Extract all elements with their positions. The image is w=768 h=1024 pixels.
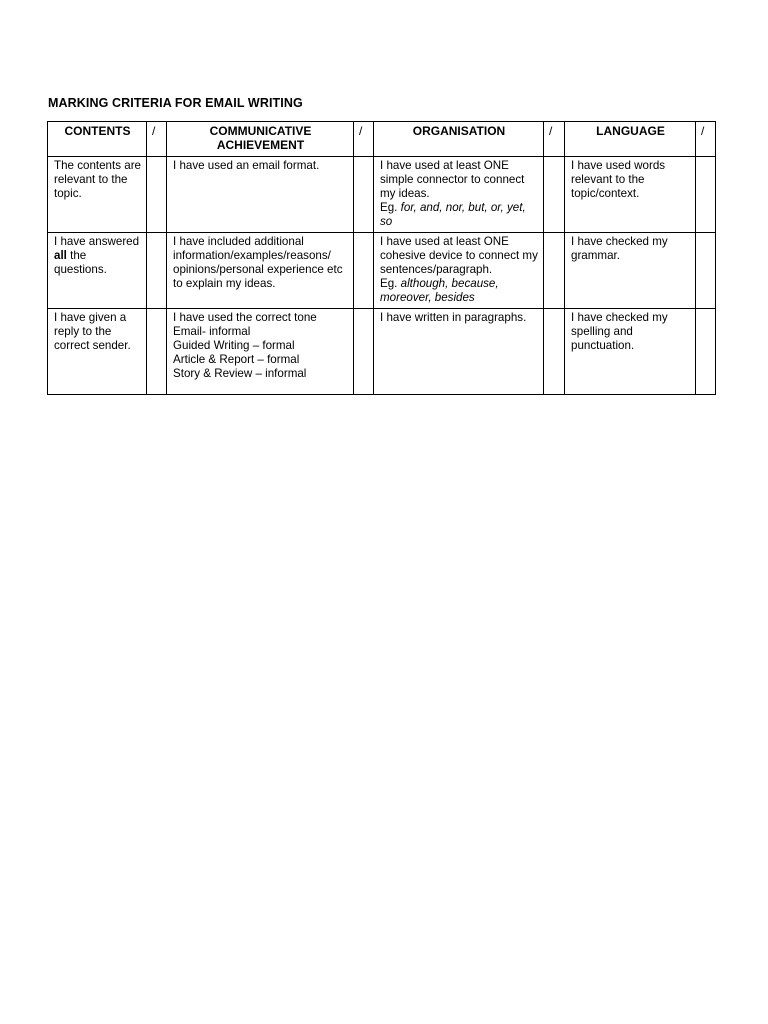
mark-box [696, 157, 716, 233]
mark-box [354, 157, 374, 233]
organisation-cell [374, 309, 544, 395]
mark-box [544, 157, 565, 233]
contents-text-after: the questions. [54, 249, 107, 276]
mark-box [147, 157, 167, 233]
organisation-cell [374, 157, 544, 233]
example-words: although, because, moreover, besides [380, 277, 499, 304]
communicative-cell [167, 309, 354, 395]
mark-box [544, 309, 565, 395]
organisation-text: I have used at least ONE cohesive device to connect my sentences/paragraph. [380, 235, 538, 276]
organisation-text: I have written in paragraphs. [380, 311, 527, 324]
example-prefix: Eg. [380, 277, 401, 290]
contents-cell: I have given a reply to the correct sender. [48, 309, 147, 395]
example-words: for, and, nor, but, or, yet, so [380, 201, 526, 228]
marking-criteria-table [47, 121, 716, 395]
language-cell: I have checked my spelling and punctuation. [565, 309, 696, 395]
organisation-cell [374, 233, 544, 309]
organisation-example [380, 201, 538, 229]
communicative-cell [167, 233, 354, 309]
communicative-line: Email- informal [173, 325, 251, 338]
organisation-example [380, 277, 538, 305]
header-language: LANGUAGE [565, 122, 696, 157]
header-communicative-line2: ACHIEVEMENT [216, 138, 305, 152]
header-row [48, 122, 716, 157]
header-contents: CONTENTS [48, 122, 147, 157]
mark-box [696, 233, 716, 309]
page-title: MARKING CRITERIA FOR EMAIL WRITING [48, 96, 303, 110]
table-row [48, 233, 716, 309]
header-mark-communicative: / [354, 122, 374, 157]
table-row [48, 309, 716, 395]
contents-cell [48, 233, 147, 309]
header-mark-language: / [696, 122, 716, 157]
mark-box [147, 233, 167, 309]
mark-box [696, 309, 716, 395]
language-cell: I have checked my grammar. [565, 233, 696, 309]
communicative-line: Story & Review – informal [173, 367, 307, 380]
header-communicative-line1: COMMUNICATIVE [209, 124, 312, 138]
organisation-text: I have used at least ONE simple connector to connect my ideas. [380, 159, 525, 200]
mark-box [354, 233, 374, 309]
header-mark-organisation: / [544, 122, 565, 157]
mark-box [147, 309, 167, 395]
header-organisation: ORGANISATION [374, 122, 544, 157]
contents-cell: The contents are relevant to the topic. [48, 157, 147, 233]
communicative-line: I have used an email format. [173, 159, 320, 172]
header-mark-contents: / [147, 122, 167, 157]
language-cell: I have used words relevant to the topic/context. [565, 157, 696, 233]
communicative-line: I have used the correct tone [173, 311, 317, 324]
contents-text-before: I have answered [54, 235, 140, 248]
header-communicative-achievement [167, 122, 354, 157]
table-row [48, 157, 716, 233]
communicative-cell [167, 157, 354, 233]
communicative-line: Guided Writing – formal [173, 339, 295, 352]
contents-text-bold: all [54, 249, 67, 262]
communicative-line: Article & Report – formal [173, 353, 300, 366]
communicative-line: I have included additional information/examples/reasons/ opinions/personal experience etc to explain my ideas. [173, 235, 343, 290]
mark-box [354, 309, 374, 395]
example-prefix: Eg. [380, 201, 401, 214]
mark-box [544, 233, 565, 309]
